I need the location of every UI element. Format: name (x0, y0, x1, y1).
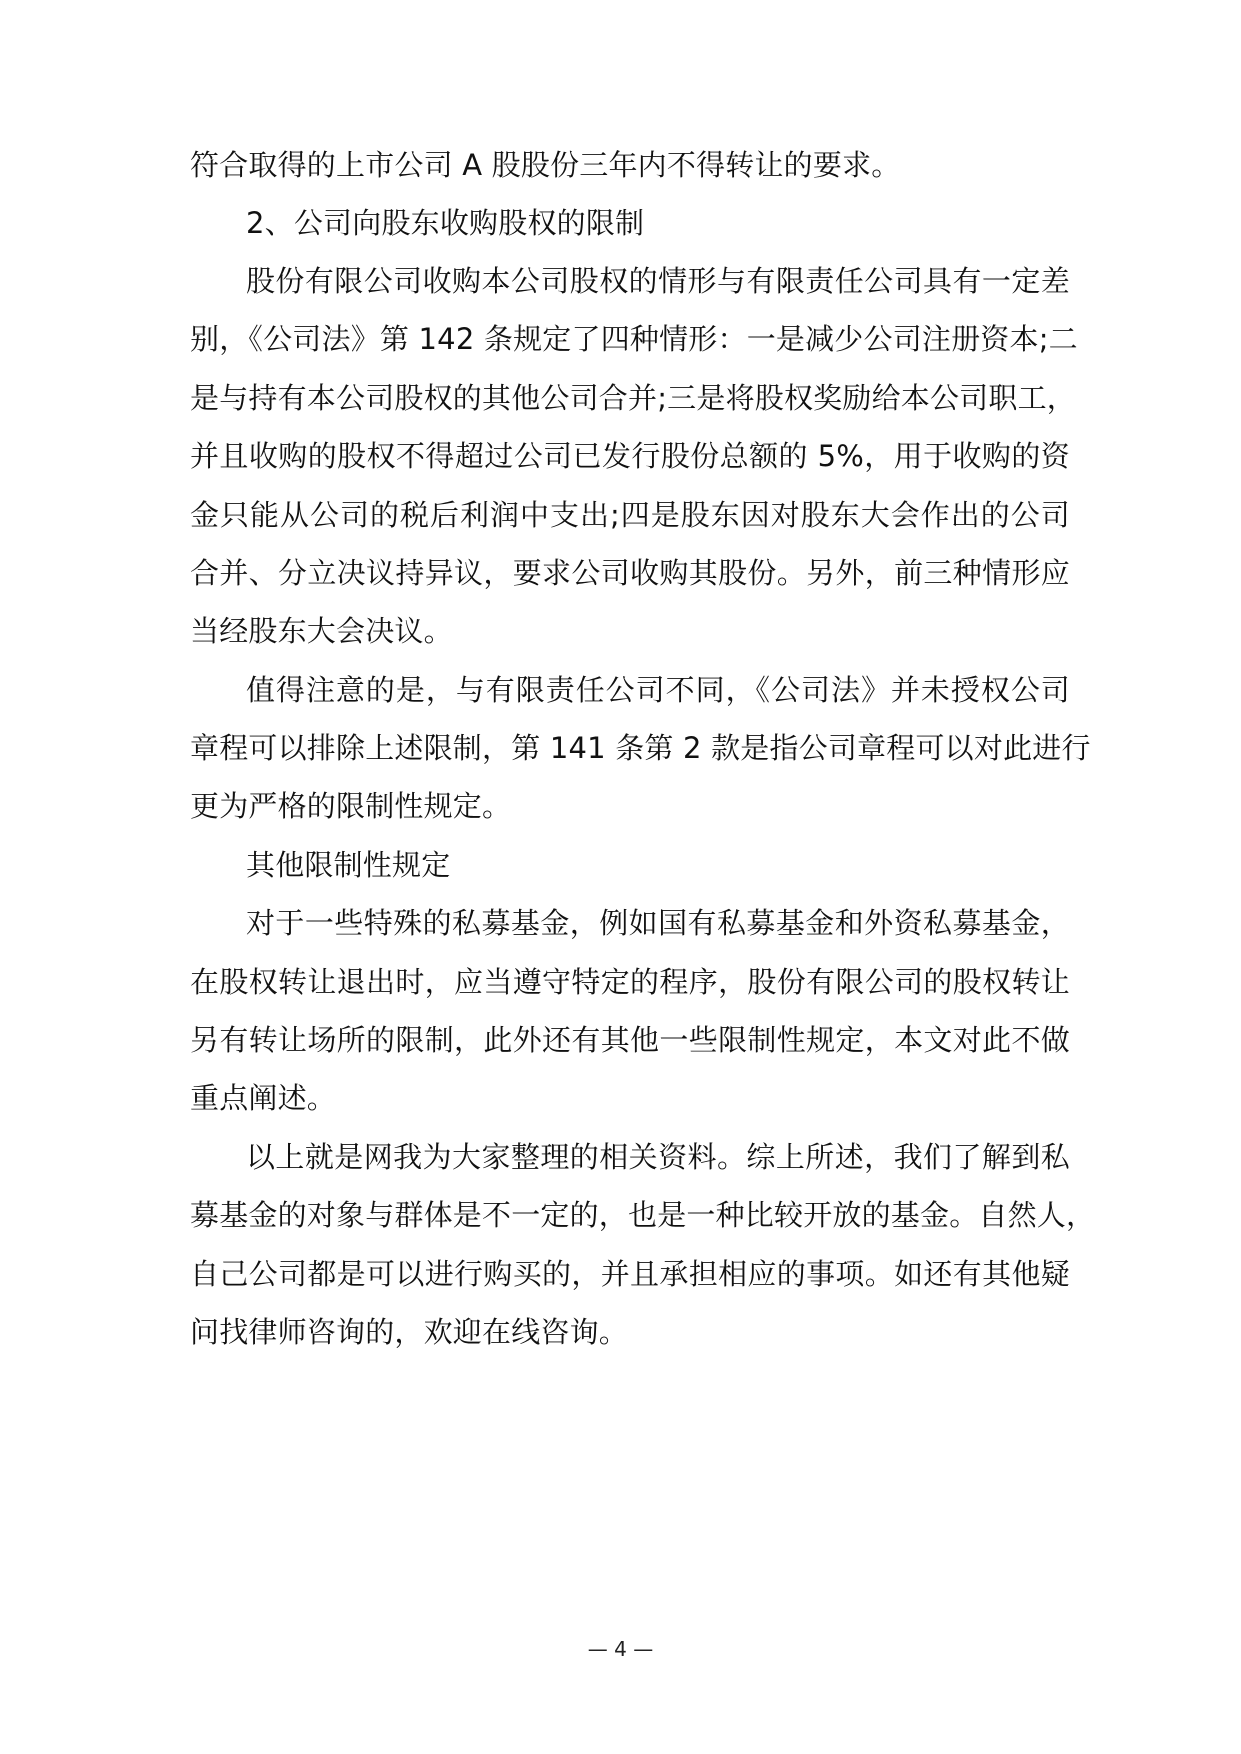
text-line: 股份有限公司收购本公司股权的情形与有限责任公司具有一定差 (246, 264, 1070, 298)
text-line: 并且收购的股权不得超过公司已发行股份总额的 5%，用于收购的资 (190, 439, 1070, 473)
text-line: 章程可以排除上述限制，第 141 条第 2 款是指公司章程可以对此进行 (190, 731, 1091, 765)
text-line: 重点阐述。 (190, 1081, 337, 1115)
section-heading: 2、公司向股东收购股权的限制 (246, 206, 645, 240)
text-line: 合并、分立决议持异议，要求公司收购其股份。另外，前三种情形应 (190, 556, 1070, 590)
text-line: 另有转让场所的限制，此外还有其他一些限制性规定，本文对此不做 (190, 1023, 1070, 1057)
text-line: 问找律师咨询的，欢迎在线咨询。 (190, 1315, 629, 1349)
text-line: 是与持有本公司股权的其他公司合并;三是将股权奖励给本公司职工， (190, 381, 1076, 415)
text-line: 值得注意的是，与有限责任公司不同，《公司法》并未授权公司 (246, 673, 1070, 707)
text-line: 符合取得的上市公司 A 股股份三年内不得转让的要求。 (190, 148, 901, 182)
text-line: 别，《公司法》第 142 条规定了四种情形：一是减少公司注册资本;二 (190, 322, 1078, 356)
section-heading: 其他限制性规定 (246, 848, 451, 882)
text-line: 在股权转让退出时，应当遵守特定的程序，股份有限公司的股权转让 (190, 965, 1070, 999)
text-line: 以上就是网我为大家整理的相关资料。综上所述，我们了解到私 (246, 1140, 1070, 1174)
text-line: 自己公司都是可以进行购买的，并且承担相应的事项。如还有其他疑 (190, 1257, 1070, 1291)
page-number: — 4 — (587, 1637, 654, 1661)
text-line: 金只能从公司的税后利润中支出;四是股东因对股东大会作出的公司 (190, 498, 1070, 532)
text-line: 当经股东大会决议。 (190, 614, 453, 648)
text-line: 对于一些特殊的私募基金，例如国有私募基金和外资私募基金， (246, 906, 1070, 940)
text-line: 更为严格的限制性规定。 (190, 789, 512, 823)
text-line: 募基金的对象与群体是不一定的，也是一种比较开放的基金。自然人， (190, 1198, 1096, 1232)
